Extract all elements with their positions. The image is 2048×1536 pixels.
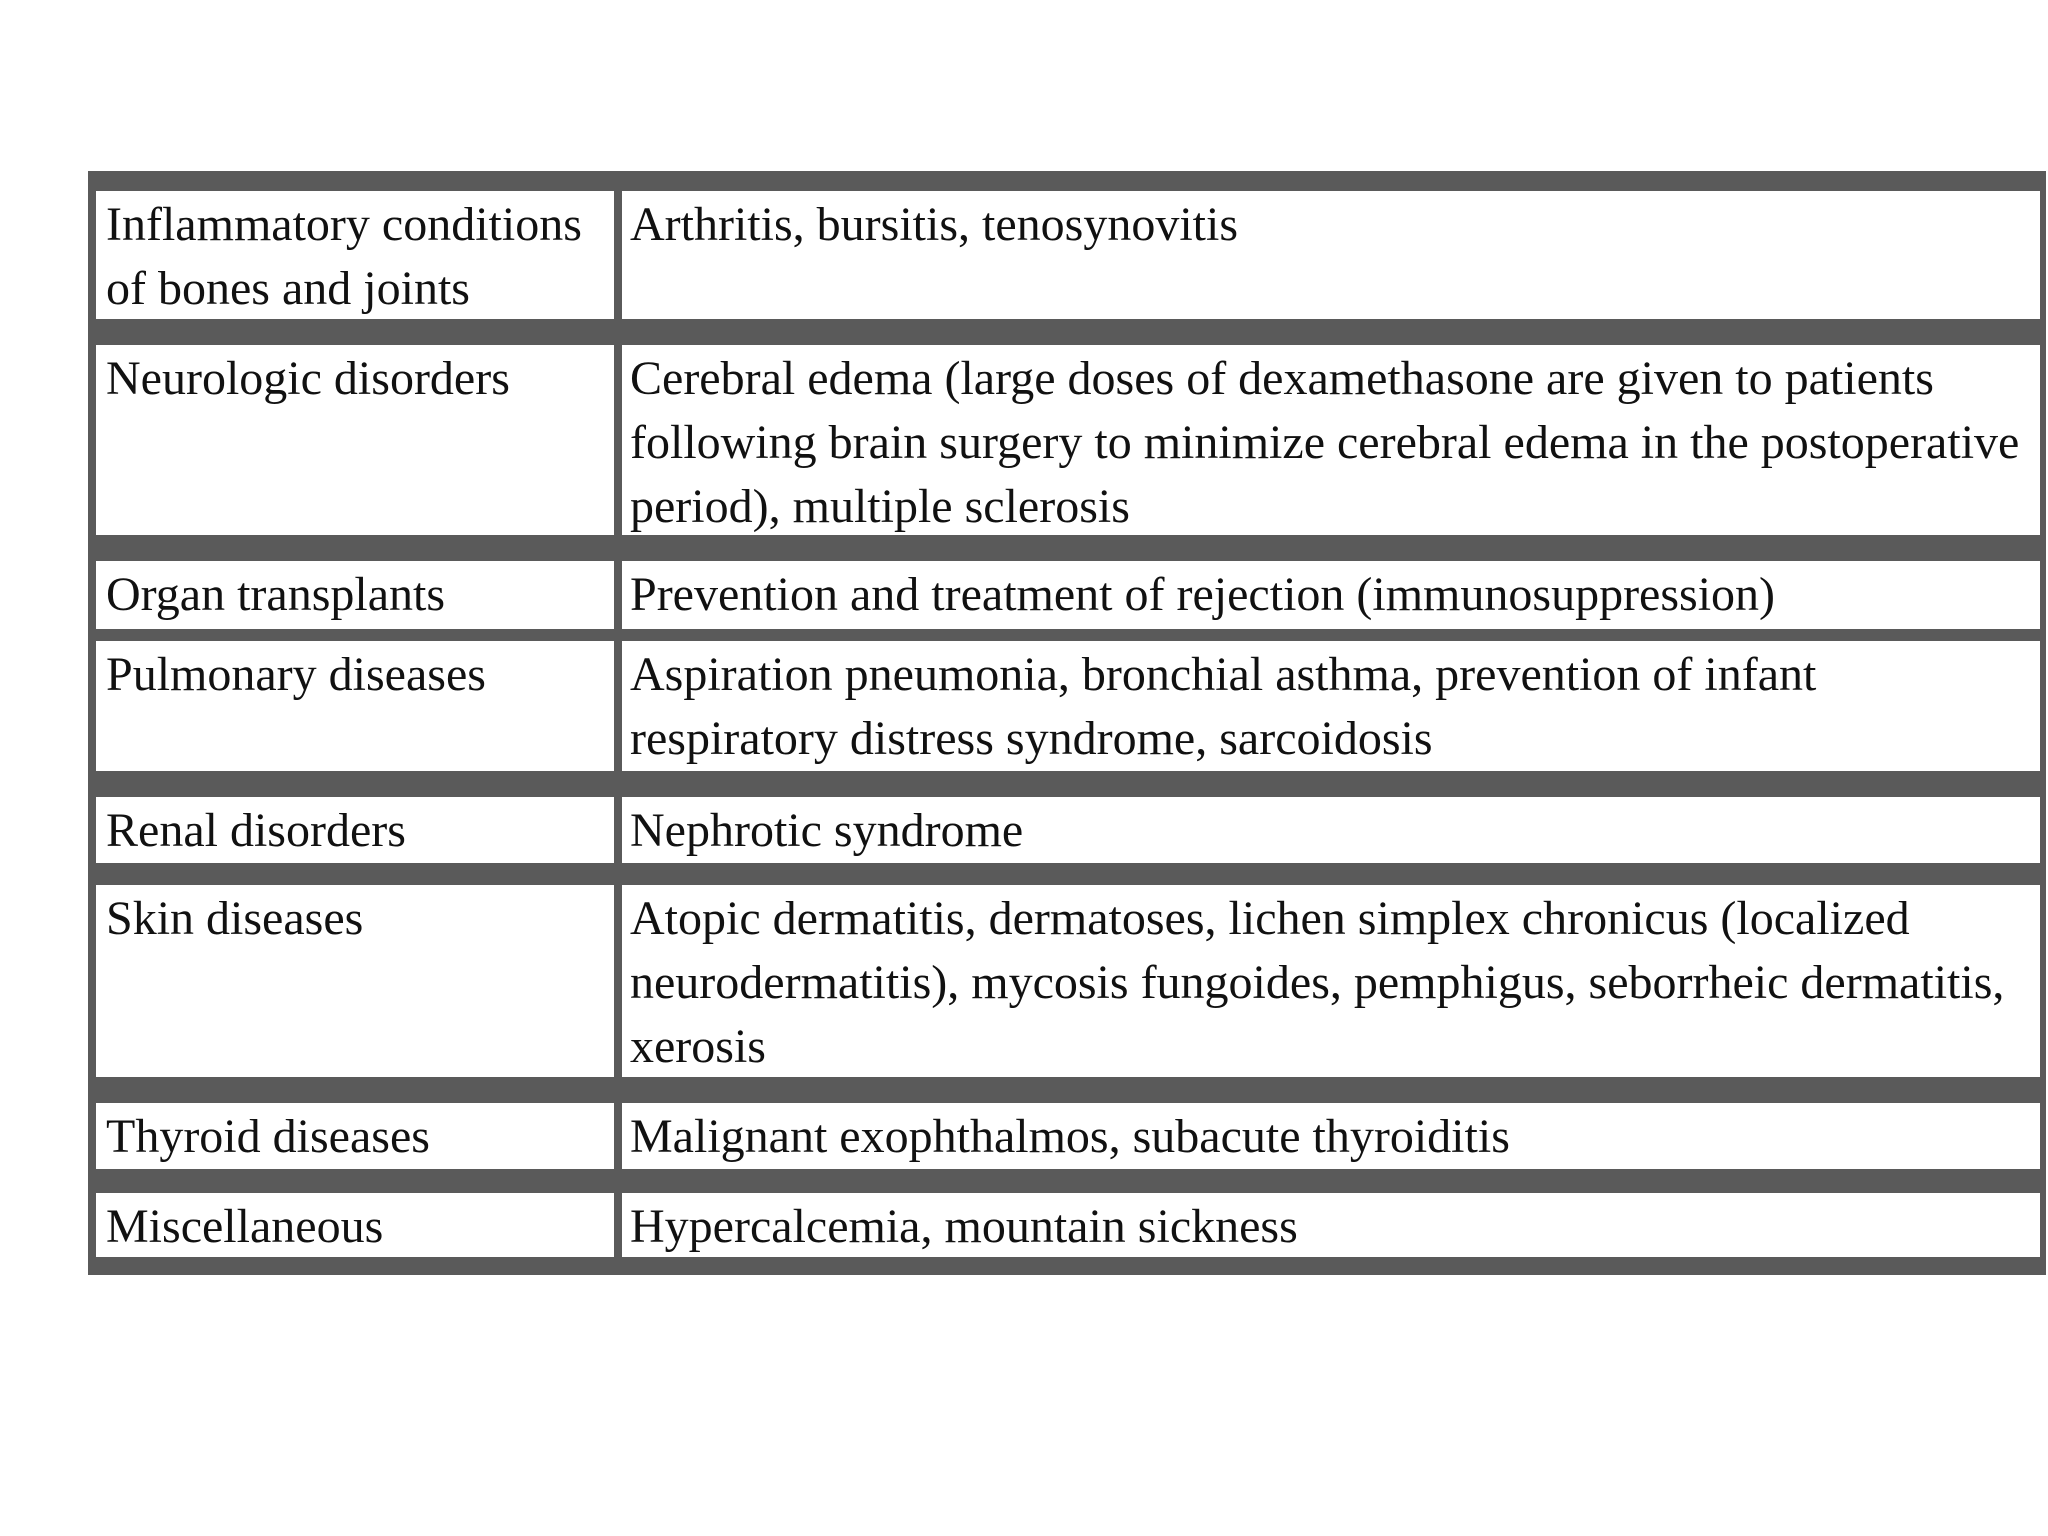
table-row [96,345,2040,535]
table-row [96,641,2040,771]
category-cell: Renal disorders [96,797,614,863]
description-cell: Hypercalcemia, mountain sickness [622,1193,2040,1257]
description-cell: Atopic dermatitis, dermatoses, lichen simplex chronicus (localized neurodermatitis), mycosis fungoides, pemphigus, seborrheic dermatitis, xerosis [622,885,2040,1077]
description-cell: Nephrotic syndrome [622,797,2040,863]
table-row [96,191,2040,319]
description-cell: Prevention and treatment of rejection (immunosuppression) [622,561,2040,629]
category-cell: Organ transplants [96,561,614,629]
category-cell: Pulmonary diseases [96,641,614,771]
table-row [96,561,2040,629]
table-row [96,1103,2040,1169]
description-cell: Arthritis, bursitis, tenosynovitis [622,191,2040,319]
table-row [96,797,2040,863]
category-cell: Skin diseases [96,885,614,1077]
description-cell: Cerebral edema (large doses of dexamethasone are given to patients following brain surgery to minimize cerebral edema in the postoperative period), multiple sclerosis [622,345,2040,535]
table-row [96,885,2040,1077]
category-cell: Inflammatory conditions of bones and joints [96,191,614,319]
category-cell: Miscellaneous [96,1193,614,1257]
category-cell: Thyroid diseases [96,1103,614,1169]
table-row [96,1193,2040,1257]
indications-table [88,171,2046,1275]
description-cell: Aspiration pneumonia, bronchial asthma, prevention of infant respiratory distress syndrome, sarcoidosis [622,641,2040,771]
description-cell: Malignant exophthalmos, subacute thyroiditis [622,1103,2040,1169]
category-cell: Neurologic disorders [96,345,614,535]
